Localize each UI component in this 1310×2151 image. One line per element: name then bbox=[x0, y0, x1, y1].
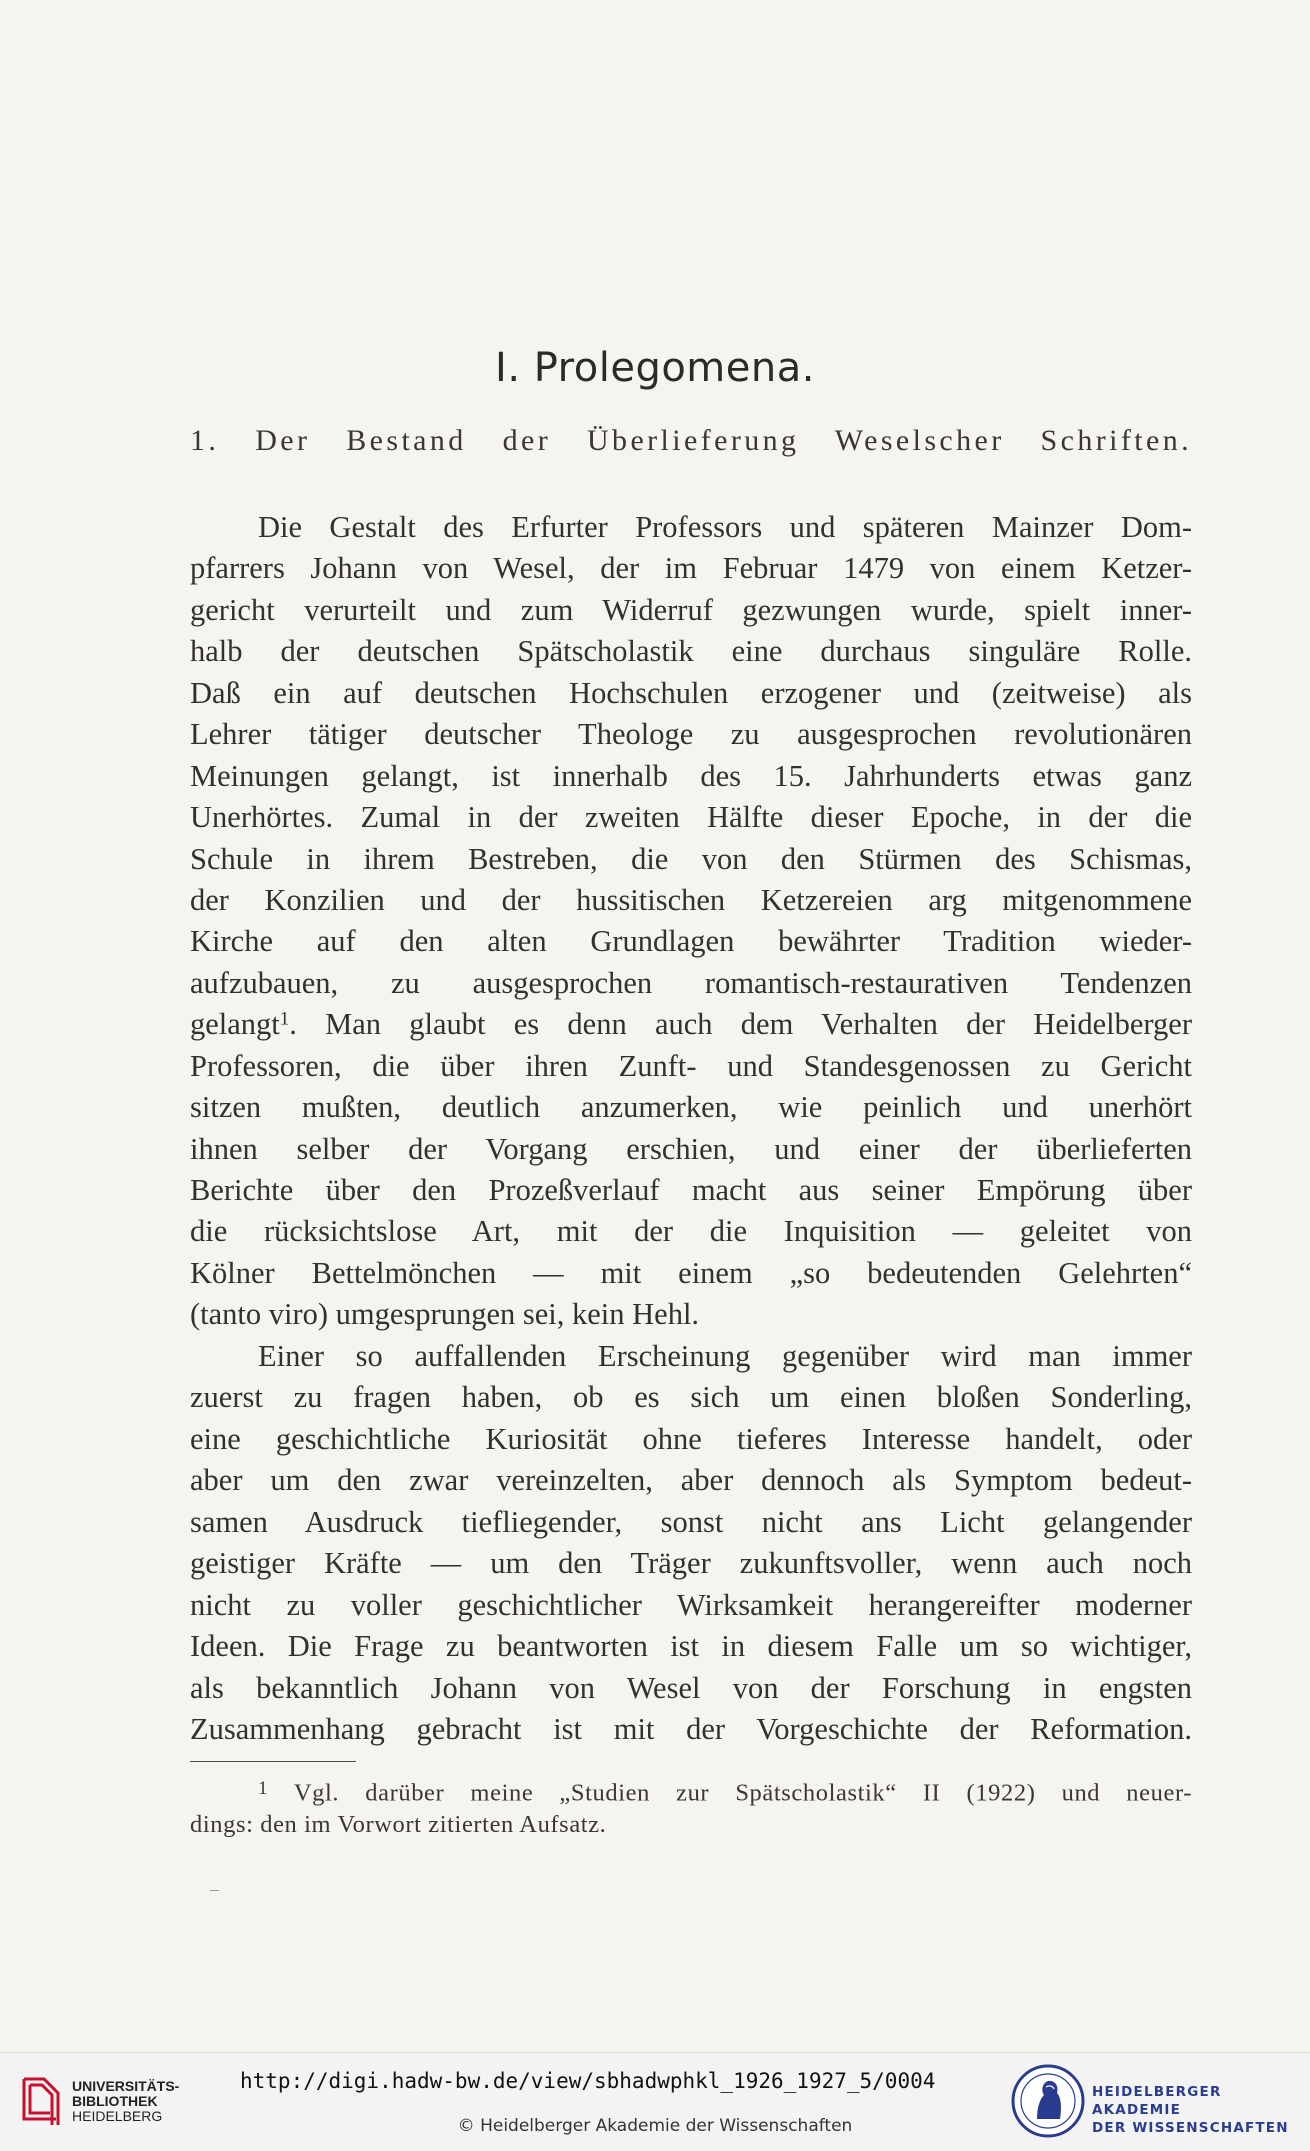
text-fragment: gelangt bbox=[190, 1007, 280, 1042]
text-line: halb der deutschen Spätscholastik eine durchaus singuläre Rolle. bbox=[190, 634, 1192, 669]
text-line: Ideen. Die Frage zu beantworten ist in diesem Falle um so wichtiger, bbox=[190, 1629, 1192, 1664]
text-line: der Konzilien und der hussitischen Ketzereien arg mitgenommene bbox=[190, 882, 1192, 917]
academy-name-line: DER WISSENSCHAFTEN bbox=[1092, 2120, 1289, 2136]
text-line: Zusammenhang gebracht ist mit der Vorgeschichte der Reformation. bbox=[190, 1711, 1192, 1746]
text-line: gericht verurteilt und zum Widerruf gezwungen wurde, spielt inner- bbox=[190, 592, 1192, 627]
paragraph-2 bbox=[190, 1336, 1192, 1750]
text-line: pfarrers Johann von Wesel, der im Februar 1479 von einem Ketzer- bbox=[190, 551, 1192, 586]
text-fragment: . Man glaubt es denn auch dem Verhalten der Heidelberger bbox=[289, 1007, 1192, 1042]
footnote-divider bbox=[190, 1761, 356, 1762]
text-line: Kölner Bettelmönchen — mit einem „so bedeutenden Gelehrten“ bbox=[190, 1255, 1192, 1290]
text-line: als bekanntlich Johann von Wesel von der Forschung in engsten bbox=[190, 1670, 1192, 1705]
academy-name-line: HEIDELBERGER AKADEMIE bbox=[1092, 2084, 1222, 2118]
text-line: Meinungen gelangt, ist innerhalb des 15. Jahrhunderts etwas ganz bbox=[190, 758, 1192, 793]
text-line: die rücksichtslose Art, mit der die Inquisition — geleitet von bbox=[190, 1214, 1192, 1249]
text-line-with-footnote bbox=[190, 1004, 1192, 1045]
library-name-line: BIBLIOTHEK bbox=[72, 2093, 158, 2109]
text-line: Lehrer tätiger deutscher Theologe zu ausgesprochen revolutionären bbox=[190, 717, 1192, 752]
text-line: samen Ausdruck tiefliegender, sonst nicht ans Licht gelangender bbox=[190, 1504, 1192, 1539]
text-line: sitzen mußten, deutlich anzumerken, wie peinlich und unerhört bbox=[190, 1090, 1192, 1125]
footnote-number: 1 bbox=[258, 1778, 269, 1799]
footnote-line: dings: den im Vorwort zitierten Aufsatz. bbox=[190, 1811, 607, 1838]
text-line: aber um den zwar vereinzelten, aber dennoch als Symptom bedeut- bbox=[190, 1463, 1192, 1498]
text-line: Kirche auf den alten Grundlagen bewährter Tradition wieder- bbox=[190, 924, 1192, 959]
library-name-line: UNIVERSITÄTS- bbox=[72, 2078, 180, 2094]
text-line: Die Gestalt des Erfurter Professors und späteren Mainzer Dom- bbox=[258, 510, 1192, 544]
footnote bbox=[190, 1771, 1192, 1843]
copyright-notice: © Heidelberger Akademie der Wissenschaften bbox=[457, 2116, 853, 2136]
text-line: Professoren, die über ihren Zunft- und Standesgenossen zu Gericht bbox=[190, 1048, 1192, 1083]
academy-name[interactable] bbox=[1092, 2083, 1310, 2137]
paragraph-1 bbox=[190, 507, 1192, 1336]
text-line: Schule in ihrem Bestreben, die von den Stürmen des Schismas, bbox=[190, 841, 1192, 876]
text-line: Einer so auffallenden Erscheinung gegenüber wird man immer bbox=[258, 1339, 1192, 1373]
text-line: geistiger Kräfte — um den Träger zukunftsvoller, wenn auch noch bbox=[190, 1546, 1192, 1581]
text-line: zuerst zu fragen haben, ob es sich um einen bloßen Sonderling, bbox=[190, 1380, 1192, 1415]
text-line: (tanto viro) umgesprungen sei, kein Hehl. bbox=[190, 1297, 700, 1332]
text-line: aufzubauen, zu ausgesprochen romantisch-restaurativen Tendenzen bbox=[190, 965, 1192, 1000]
footnote-reference: 1 bbox=[279, 1008, 290, 1030]
academy-seal-icon[interactable] bbox=[1010, 2063, 1086, 2139]
footnote-text: Vgl. darüber meine „Studien zur Spätscholastik“ II (1922) und neuer- bbox=[293, 1779, 1192, 1807]
section-title: 1. Der Bestand der Überlieferung Weselscher Schriften. bbox=[190, 424, 1192, 457]
text-line: ihnen selber der Vorgang erschien, und einer der überlieferten bbox=[190, 1131, 1192, 1166]
permalink-url[interactable]: http://digi.hadw-bw.de/view/sbhadwphkl_1926_1927_5/0004 bbox=[240, 2069, 936, 2093]
text-line: Unerhörtes. Zumal in der zweiten Hälfte dieser Epoche, in der die bbox=[190, 800, 1192, 835]
text-line: Berichte über den Prozeßverlauf macht aus seiner Empörung über bbox=[190, 1173, 1192, 1207]
text-line: Daß ein auf deutschen Hochschulen erzogener und (zeitweise) als bbox=[190, 675, 1192, 710]
chapter-title: I. Prolegomena. bbox=[495, 345, 815, 391]
text-line: eine geschichtliche Kuriosität ohne tieferes Interesse handelt, oder bbox=[190, 1421, 1192, 1456]
viewer-footer bbox=[0, 2052, 1310, 2151]
library-name-line: HEIDELBERG bbox=[72, 2108, 163, 2124]
text-line: nicht zu voller geschichtlicher Wirksamkeit herangereifter moderner bbox=[190, 1587, 1192, 1622]
print-speck bbox=[210, 1890, 219, 1891]
footnote-line bbox=[190, 1771, 1192, 1807]
